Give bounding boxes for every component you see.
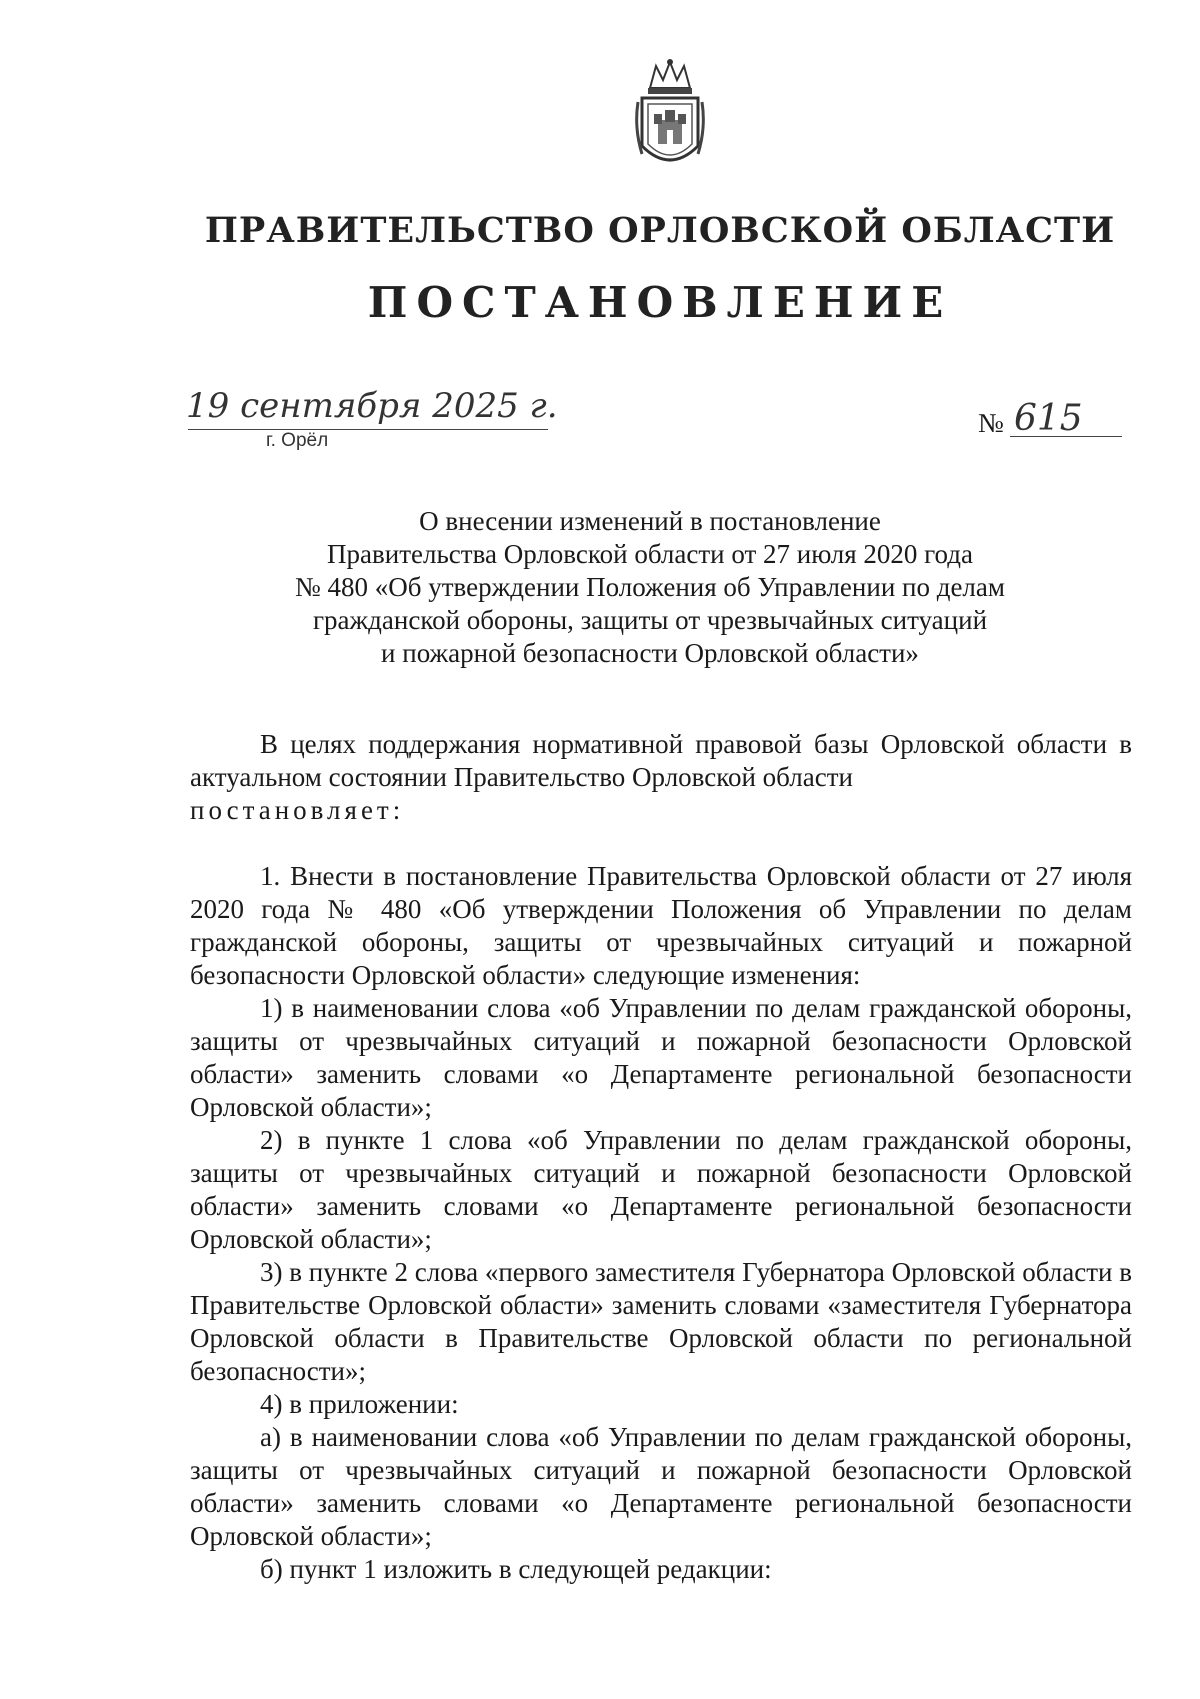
item-paragraph: 1. Внести в постановление Правительства Орловской области от 27 июля 2020 года № 480 «Об утверждении Положения об Управлении по делам гражданской обороны, защиты от чрезвычайных ситуаций и пожарной безопасности Орловской области» следующие изменения: xyxy=(190,861,1132,990)
document-type: ПОСТАНОВЛЕНИЕ xyxy=(367,278,953,327)
item-paragraph: б) пункт 1 изложить в следующей редакции: xyxy=(260,1554,772,1584)
subject-line: и пожарной безопасности Орловской области» xyxy=(381,638,919,668)
city-name: г. Орёл xyxy=(266,430,329,451)
subject-line: № 480 «Об утверждении Положения об Управлении по делам xyxy=(295,572,1005,602)
item-paragraph: 2) в пункте 1 слова «об Управлении по делам гражданской обороны, защиты от чрезвычайных ситуаций и пожарной безопасности Орловской области» заменить словами «о Департаменте региональной безопасности Орловской области»; xyxy=(190,1125,1132,1254)
number-label: № xyxy=(978,408,1004,438)
item-paragraph: 1) в наименовании слова «об Управлении по делам гражданской обороны, защиты от чрезвычайных ситуаций и пожарной безопасности Орловской области» заменить словами «о Департаменте региональной безопасности Орловской области»; xyxy=(190,993,1132,1122)
organization-name: ПРАВИТЕЛЬСТВО ОРЛОВСКОЙ ОБЛАСТИ xyxy=(204,210,1116,251)
subject-line: Правительства Орловской области от 27 июля 2020 года xyxy=(327,539,973,569)
date-underline xyxy=(188,429,548,430)
resolution-word: постановляет: xyxy=(190,795,405,825)
document-subject xyxy=(250,505,1050,670)
coat-of-arms-icon xyxy=(632,58,708,176)
number-underline xyxy=(1010,436,1122,437)
subject-line: О внесении изменений в постановление xyxy=(419,506,881,536)
subject-line: гражданской обороны, защиты от чрезвычайных ситуаций xyxy=(312,605,988,635)
handwritten-date: 19 сентября 2025 г. xyxy=(186,386,558,426)
document-body xyxy=(190,728,1132,1586)
handwritten-number: 615 xyxy=(1014,398,1083,439)
item-paragraph: 4) в приложении: xyxy=(260,1389,459,1419)
item-paragraph: 3) в пункте 2 слова «первого заместителя Губернатора Орловской области в Правительстве Орловской области» заменить словами «заместителя Губернатора Орловской области в Правительстве Орловской области по региональной безопасности»; xyxy=(190,1257,1132,1386)
preamble-paragraph: В целях поддержания нормативной правовой базы Орловской области в актуальном состоянии Правительство Орловской области xyxy=(190,729,1132,792)
item-paragraph: а) в наименовании слова «об Управлении по делам гражданской обороны, защиты от чрезвычайных ситуаций и пожарной безопасности Орловской области» заменить словами «о Департаменте региональной безопасности Орловской области»; xyxy=(190,1422,1132,1551)
